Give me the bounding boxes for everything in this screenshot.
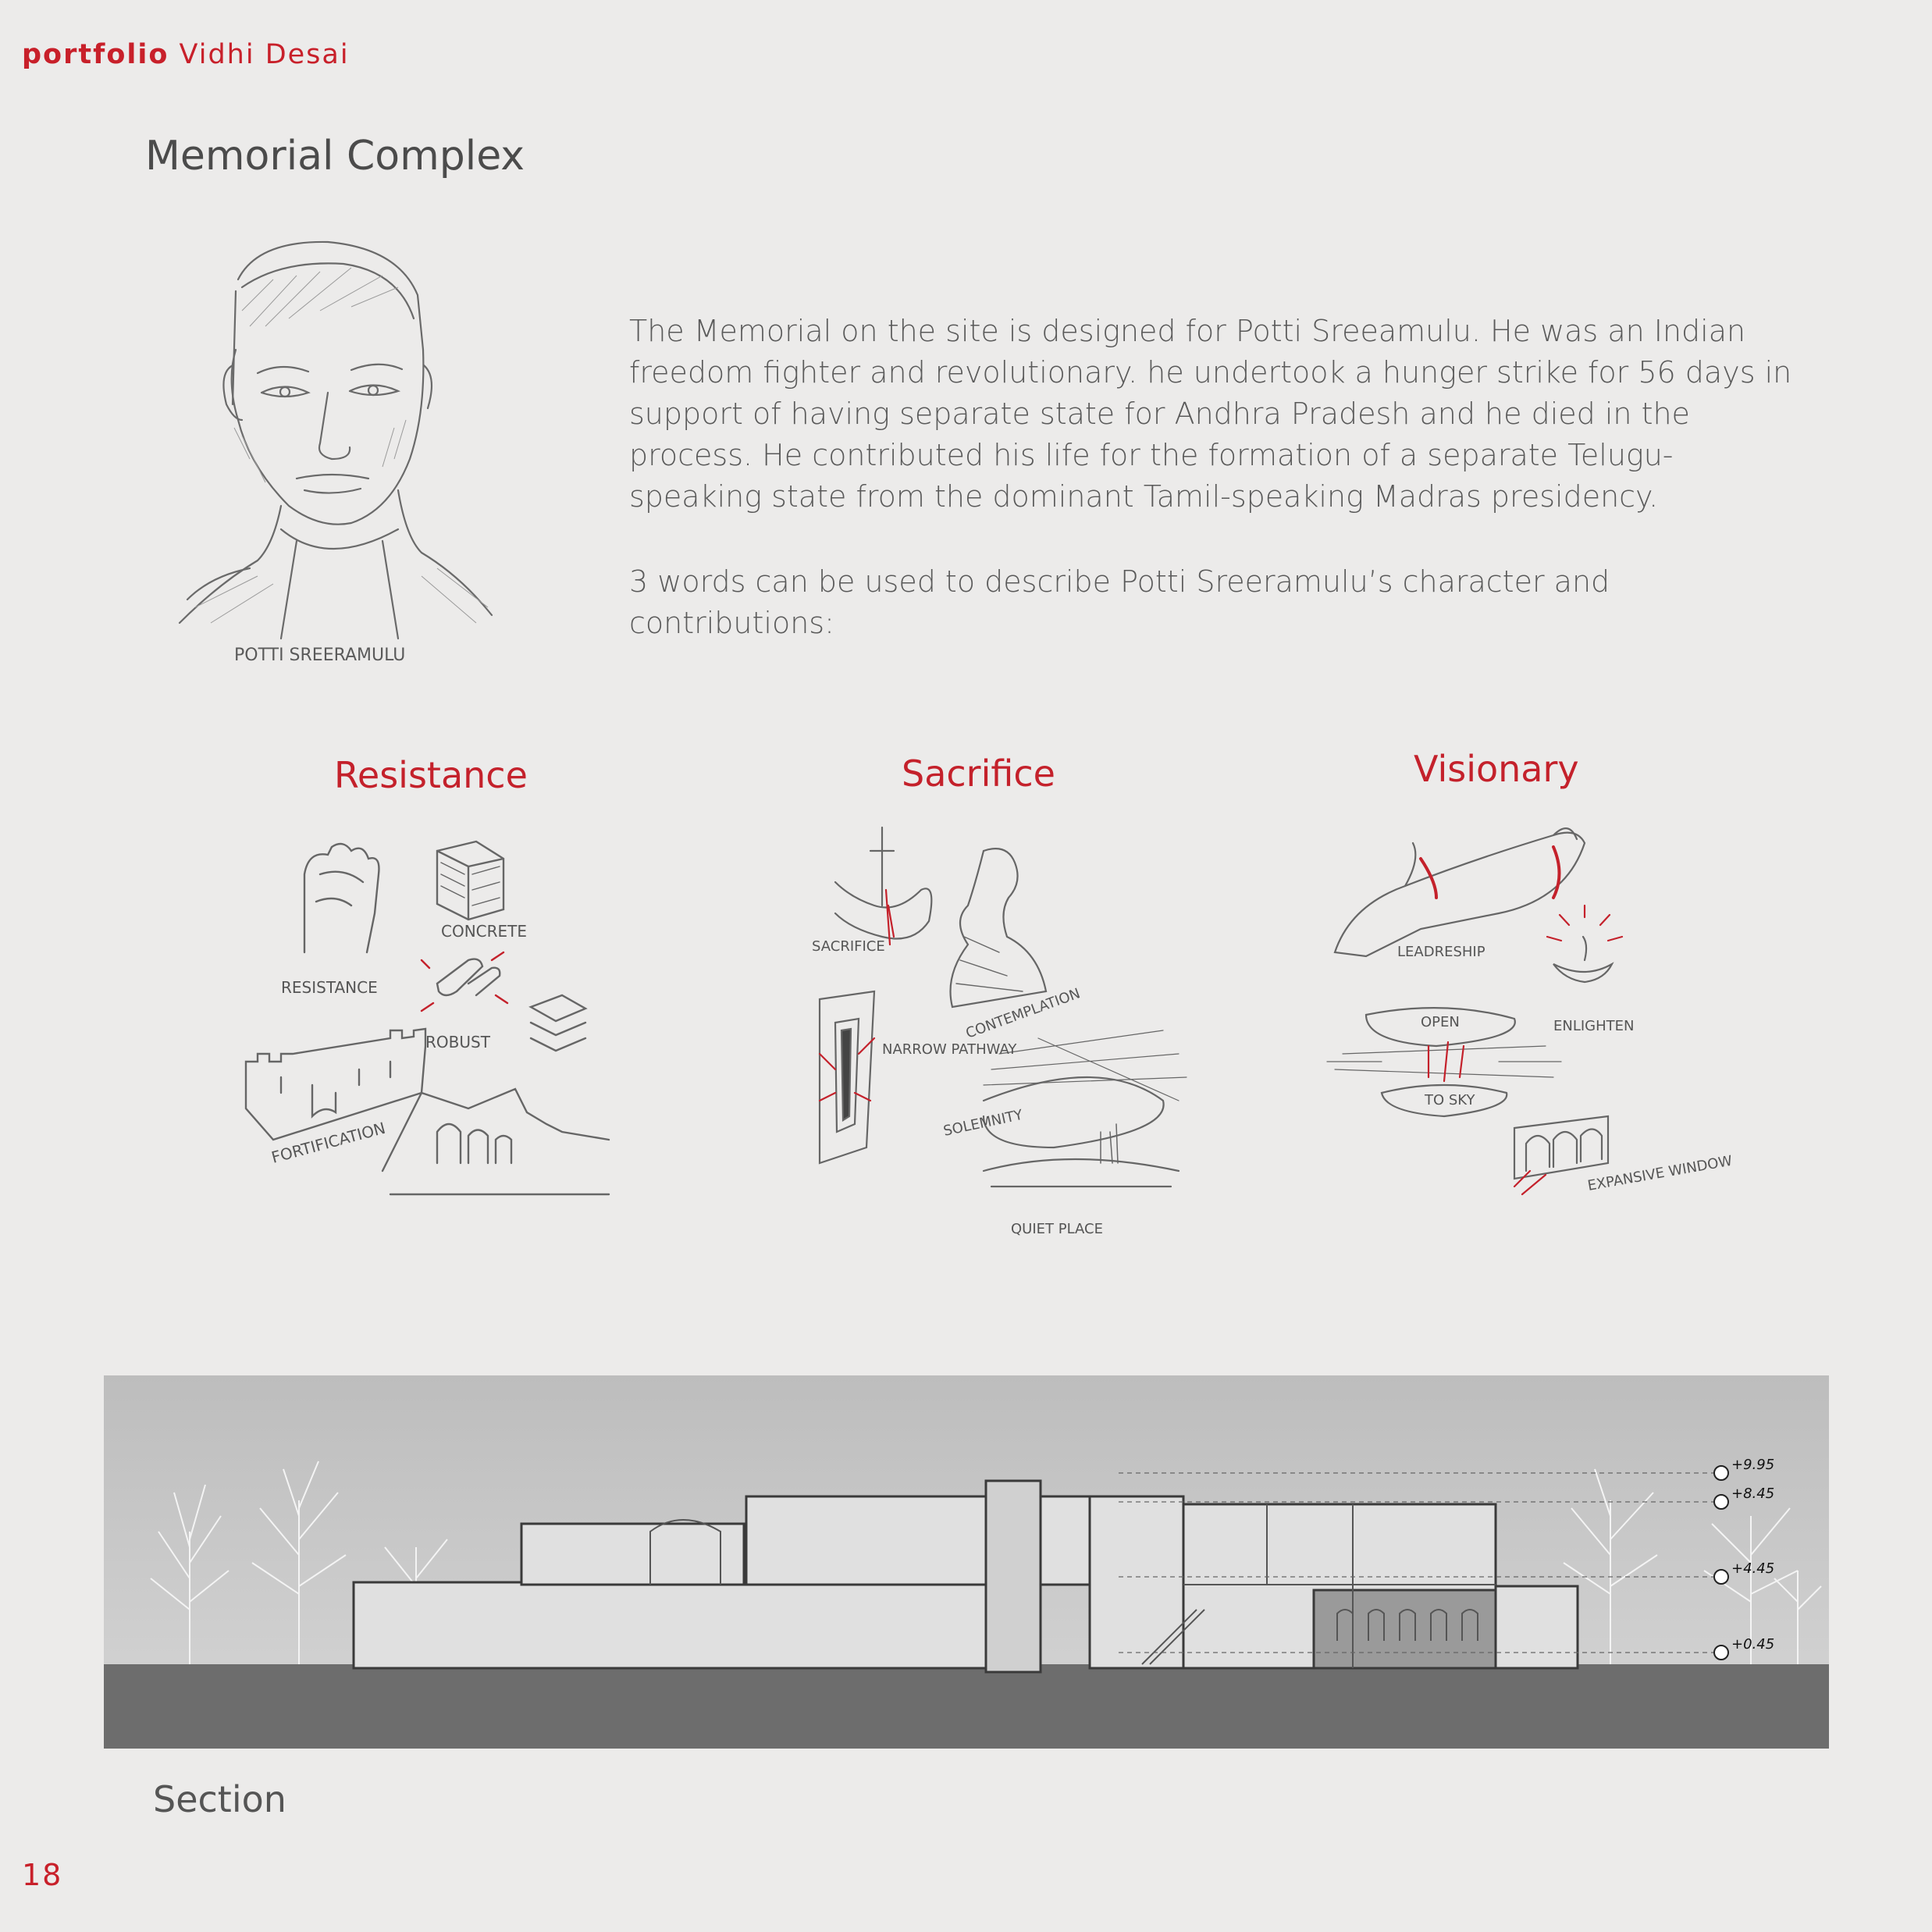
concrete-cube-sketch xyxy=(437,841,503,920)
leadership-hands-sketch xyxy=(1335,833,1585,956)
note-concrete: CONCRETE xyxy=(441,922,528,941)
ground xyxy=(104,1664,1829,1749)
level-9-95: +9.95 xyxy=(1731,1457,1775,1473)
note-robust: ROBUST xyxy=(425,1033,490,1051)
note-to-sky: TO SKY xyxy=(1425,1092,1475,1108)
level-4-45: +4.45 xyxy=(1731,1560,1775,1577)
note-open: OPEN xyxy=(1421,1014,1460,1030)
note-leadership: LEADRESHIP xyxy=(1397,944,1485,960)
note-solemnity: SOLEMNITY xyxy=(941,1106,1025,1140)
intro-paragraph: The Memorial on the site is designed for Potti Sreeamulu. He was an Indian freedom fighter and revolutionary. he undertook a hunger strike for 56 days in support of having separate state for Andhra Pradesh and he died in the process. He contributed his life for the formation of a separate Telugu-speaking state from the dominant Tamil-speaking Madras presidency. xyxy=(629,314,1792,514)
page-title: Memorial Complex xyxy=(145,133,525,180)
word-resistance: Resistance xyxy=(334,754,528,796)
page-number: 18 xyxy=(22,1858,63,1892)
note-enlighten: ENLIGHTEN xyxy=(1553,1018,1635,1034)
note-quiet-place: QUIET PLACE xyxy=(1011,1221,1103,1237)
note-narrow-pathway: NARROW PATHWAY xyxy=(882,1041,1017,1058)
note-contemplation: CONTEMPLATION xyxy=(963,985,1083,1042)
intro-text xyxy=(629,311,1800,644)
sacrifice-sketches xyxy=(804,820,1210,1241)
visionary-sketches xyxy=(1319,812,1734,1226)
portrait-sketch xyxy=(164,233,500,678)
quiet-place-sketch xyxy=(984,1159,1179,1187)
word-sacrifice: Sacrifice xyxy=(902,753,1055,795)
words-line: 3 words can be used to describe Potti Sreeramulu’s character and contributions: xyxy=(629,564,1610,640)
portrait-caption: POTTI SREERAMULU xyxy=(234,646,406,665)
lamp-sketch xyxy=(1553,937,1612,982)
note-resistance: RESISTANCE xyxy=(281,978,378,997)
chain-sketch xyxy=(437,959,500,995)
portfolio-header xyxy=(22,39,350,70)
note-sacrifice: SACRIFICE xyxy=(812,938,885,955)
fist-sketch xyxy=(304,844,379,952)
word-visionary: Visionary xyxy=(1414,748,1579,790)
section-label: Section xyxy=(153,1778,286,1820)
author-name: Vidhi Desai xyxy=(179,39,350,70)
level-0-45: +0.45 xyxy=(1731,1636,1775,1653)
hand-sword-sketch xyxy=(835,827,931,939)
note-expansive-window: EXPANSIVE WINDOW xyxy=(1586,1152,1734,1194)
note-fortification: FORTIFICATION xyxy=(269,1118,388,1167)
resistance-sketches xyxy=(234,827,624,1218)
expansive-window-sketch xyxy=(1514,1116,1608,1179)
level-8-45: +8.45 xyxy=(1731,1485,1775,1502)
contemplation-figure-sketch xyxy=(951,849,1047,1007)
section-drawing xyxy=(104,1375,1829,1749)
fortification-sketch xyxy=(246,1029,425,1140)
portfolio-label: portfolio xyxy=(22,39,169,70)
